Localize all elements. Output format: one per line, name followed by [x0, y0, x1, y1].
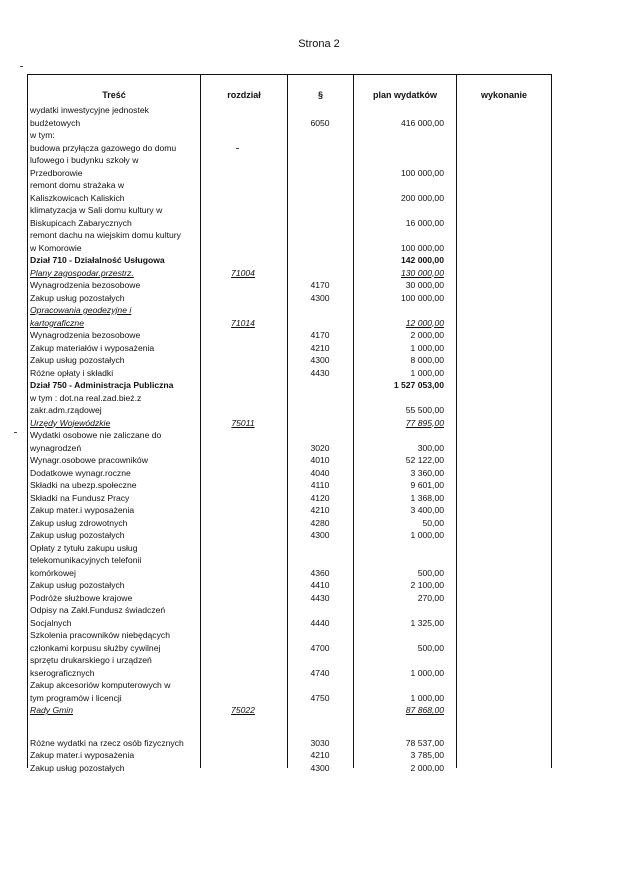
table-row: [0, 567, 638, 579]
table-row: [0, 192, 638, 204]
cell-plan: 300,00: [417, 442, 444, 453]
cell-paragraf: 6050: [310, 117, 330, 128]
cell-tresc: Zakup mater.i wyposażenia: [30, 750, 135, 760]
table-row: [0, 679, 638, 691]
cell-plan: 55 500,00: [405, 405, 444, 415]
cell-plan: 142 000,00: [400, 255, 444, 265]
table-row: [0, 737, 638, 749]
table-row: [0, 204, 638, 216]
cell-plan: 500,00: [417, 642, 444, 653]
cell-tresc: telekomunikacyjnych telefonii: [30, 555, 142, 565]
cell-tresc: Zakup usług pozostałych: [30, 762, 125, 773]
cell-paragraf: 3020: [310, 442, 330, 453]
cell-plan: 1 527 053,00: [393, 380, 444, 390]
cell-paragraf: 4300: [310, 530, 330, 540]
table-row: [0, 392, 638, 404]
cell-tresc: Zakup mater.i wyposażenia: [30, 505, 135, 515]
table-row: [0, 717, 638, 729]
cell-paragraf: 4300: [310, 355, 330, 365]
cell-tresc: Dodatkowe wynagr.roczne: [30, 467, 131, 478]
cell-plan: 270,00: [417, 592, 444, 603]
cell-tresc: Wydatki osobowe nie zaliczane do: [30, 430, 162, 440]
cell-tresc: Składki na Fundusz Pracy: [30, 492, 130, 503]
cell-plan: 50,00: [422, 517, 444, 528]
cell-plan: 2 000,00: [410, 762, 444, 773]
table-row: [0, 642, 638, 654]
cell-tresc: Odpisy na Zakł.Fundusz świadczeń: [30, 605, 166, 615]
cell-tresc: Zakup usług pozostałych: [30, 292, 125, 303]
column-header-wykonanie: wykonanie: [480, 90, 527, 100]
cell-paragraf: 4010: [310, 455, 330, 465]
table-row: [0, 117, 638, 129]
cell-tresc: Opracowania geodezyjne i: [30, 305, 132, 315]
table-row: [0, 542, 638, 554]
cell-plan: 1 368,00: [410, 492, 444, 503]
table-row: [0, 267, 638, 279]
cell-plan: 9 601,00: [410, 480, 444, 490]
cell-paragraf: 4740: [310, 667, 330, 678]
table-row: [0, 579, 638, 591]
cell-tresc: Plany zagospodar.przestrz.: [30, 267, 134, 278]
cell-tresc: Zakup usług pozostałych: [30, 530, 125, 540]
cell-paragraf: 4120: [310, 492, 330, 503]
cell-rozdzial: 71004: [231, 267, 255, 278]
cell-tresc: Zakup usług pozostałych: [30, 355, 125, 365]
cell-plan: 78 537,00: [405, 737, 444, 748]
cell-rozdzial: 71014: [231, 317, 255, 328]
cell-tresc: Zakup usług pozostałych: [30, 580, 125, 590]
cell-plan: 100 000,00: [400, 242, 444, 253]
table-row: [0, 404, 638, 416]
cell-plan: 1 000,00: [410, 692, 444, 703]
cell-tresc: Przedborowie: [30, 167, 83, 178]
table-row: [0, 629, 638, 641]
table-row: [0, 254, 638, 266]
table-row: [0, 454, 638, 466]
table-row: [0, 529, 638, 541]
table-row: [0, 179, 638, 191]
cell-paragraf: 4210: [310, 505, 330, 515]
table-top-border: [27, 74, 552, 75]
cell-plan: 200 000,00: [400, 192, 444, 203]
cell-tresc: Szkolenia pracowników niebędących: [30, 630, 170, 640]
cell-tresc: Zakup akcesoriów komputerowych w: [30, 680, 171, 690]
cell-plan: 3 400,00: [410, 505, 444, 515]
table-row: [0, 317, 638, 329]
cell-paragraf: 4360: [310, 567, 330, 578]
cell-paragraf: 4430: [310, 592, 330, 603]
cell-paragraf: 3030: [310, 737, 330, 748]
cell-plan: 130 000,00: [400, 267, 444, 278]
cell-paragraf: 4280: [310, 517, 330, 528]
cell-plan: 16 000,00: [405, 217, 444, 228]
cell-plan: 3 360,00: [410, 467, 444, 478]
table-row: [0, 129, 638, 141]
cell-plan: 416 000,00: [400, 117, 444, 128]
cell-plan: 87 868,00: [405, 705, 444, 715]
cell-paragraf: 4170: [310, 330, 330, 340]
table-row: [0, 654, 638, 666]
cell-tresc: Dział 710 - Działalność Usługowa: [30, 255, 165, 265]
table-row: [0, 704, 638, 716]
table-row: [0, 242, 638, 254]
cell-tresc: kserograficznych: [30, 667, 95, 678]
cell-rozdzial: 75011: [231, 417, 255, 428]
table-row: [0, 617, 638, 629]
cell-tresc: Biskupicach Zabarycznych: [30, 217, 132, 228]
cell-tresc: Zakup usług zdrowotnych: [30, 517, 128, 528]
cell-plan: 8 000,00: [410, 355, 444, 365]
cell-tresc: Socjalnych: [30, 617, 72, 628]
table-row: [0, 417, 638, 429]
page-number: Strona 2: [298, 38, 340, 50]
cell-paragraf: 4210: [310, 750, 330, 760]
table-row: [0, 762, 638, 774]
column-header-paragraf: §: [317, 90, 323, 100]
cell-plan: 100 000,00: [400, 292, 444, 303]
table-row: [0, 329, 638, 341]
cell-tresc: Rady Gmin: [30, 705, 73, 715]
cell-paragraf: 4700: [310, 642, 330, 653]
cell-tresc: klimatyzacja w Sali domu kultury w: [30, 205, 163, 215]
cell-tresc: w tym:: [30, 130, 55, 140]
cell-paragraf: 4430: [310, 367, 330, 378]
table-row: [0, 479, 638, 491]
cell-plan: 2 000,00: [410, 330, 444, 340]
cell-plan: 3 785,00: [410, 750, 444, 760]
cell-tresc: Wynagrodzenia bezosobowe: [30, 280, 141, 290]
table-row: [0, 492, 638, 504]
cell-tresc: członkami korpusu służby cywilnej: [30, 642, 161, 653]
cell-tresc: Urzędy Wojewódzkie: [30, 417, 111, 428]
cell-tresc: lufowego i budynku szkoły w: [30, 155, 139, 165]
cell-tresc: Opłaty z tytułu zakupu usług: [30, 542, 138, 553]
cell-plan: 1 325,00: [410, 617, 444, 628]
cell-plan: 2 100,00: [410, 580, 444, 590]
table-row: [0, 229, 638, 241]
cell-plan: 1 000,00: [410, 530, 444, 540]
cell-paragraf: 4040: [310, 467, 330, 478]
cell-paragraf: 4300: [310, 292, 330, 303]
table-row: [0, 379, 638, 391]
cell-plan: 1 000,00: [410, 667, 444, 678]
cell-paragraf: 4300: [310, 762, 330, 773]
cell-tresc: Dział 750 - Administracja Publiczna: [30, 380, 174, 390]
cell-tresc: remont dachu na wiejskim domu kultury: [30, 230, 181, 240]
cell-plan: 30 000,00: [405, 280, 444, 290]
table-row: [0, 217, 638, 229]
cell-plan: 1 000,00: [410, 367, 444, 378]
table-row: [0, 467, 638, 479]
table-row: [0, 692, 638, 704]
table-row: [0, 304, 638, 316]
table-row: [0, 279, 638, 291]
table-row: [0, 292, 638, 304]
cell-tresc: tym programów i licencji: [30, 692, 122, 703]
cell-plan: 1 000,00: [410, 342, 444, 353]
cell-tresc: Składki na ubezp.społeczne: [30, 480, 137, 490]
table-row: [0, 667, 638, 679]
table-row: [0, 354, 638, 366]
cell-tresc: Wynagrodzenia bezosobowe: [30, 330, 141, 340]
cell-paragraf: 4170: [310, 280, 330, 290]
table-row: [0, 104, 638, 116]
column-header-rozdzial: rozdział: [227, 90, 261, 100]
cell-tresc: Różne wydatki na rzecz osób fizycznych: [30, 737, 184, 748]
cell-tresc: Wynagr.osobowe pracowników: [30, 455, 148, 465]
table-row: [0, 554, 638, 566]
cell-plan: 12 000,00: [405, 317, 444, 328]
column-header-plan: plan wydatków: [372, 90, 437, 100]
cell-tresc: w tym : dot.na real.zad.bież.z: [30, 392, 142, 403]
table-row: [0, 167, 638, 179]
cell-paragraf: 4440: [310, 617, 330, 628]
cell-tresc: kartograficzne: [30, 317, 84, 328]
cell-plan: 52 122,00: [405, 455, 444, 465]
table-row: [0, 342, 638, 354]
cell-plan: 77 895,00: [405, 417, 444, 428]
cell-tresc: sprzętu drukarskiego i urządzeń: [30, 655, 152, 665]
table-row: [0, 367, 638, 379]
cell-plan: 100 000,00: [400, 167, 444, 178]
column-header-tresc: Treść: [102, 90, 126, 100]
cell-tresc: Kaliszkowicach Kaliskich: [30, 192, 125, 203]
cell-paragraf: 4110: [310, 480, 330, 490]
scan-mark: [20, 66, 23, 67]
table-row: [0, 504, 638, 516]
cell-tresc: wynagrodzeń: [30, 442, 82, 453]
cell-tresc: zakr.adm.rządowej: [30, 405, 102, 415]
table-row: [0, 604, 638, 616]
table-row: [0, 749, 638, 761]
cell-tresc: remont domu strażaka w: [30, 180, 125, 190]
table-row: [0, 442, 638, 454]
table-row: [0, 142, 638, 154]
cell-tresc: wydatki inwestycyjne jednostek: [30, 105, 149, 115]
cell-tresc: Różne opłaty i składki: [30, 367, 114, 378]
cell-rozdzial: 75022: [231, 705, 255, 715]
cell-tresc: w Komorowie: [30, 242, 82, 253]
cell-plan: 500,00: [417, 567, 444, 578]
cell-paragraf: 4210: [310, 342, 330, 353]
cell-tresc: komórkowej: [30, 567, 76, 578]
table-row: [0, 154, 638, 166]
table-row: [0, 517, 638, 529]
cell-tresc: Podróże służbowe krajowe: [30, 592, 133, 603]
cell-tresc: budżetowych: [30, 117, 81, 128]
table-row: [0, 429, 638, 441]
cell-paragraf: 4410: [310, 580, 330, 590]
table-row: [0, 592, 638, 604]
cell-tresc: budowa przyłącza gazowego do domu: [30, 142, 177, 153]
cell-paragraf: 4750: [310, 692, 330, 703]
cell-tresc: Zakup materiałów i wyposażenia: [30, 342, 155, 353]
